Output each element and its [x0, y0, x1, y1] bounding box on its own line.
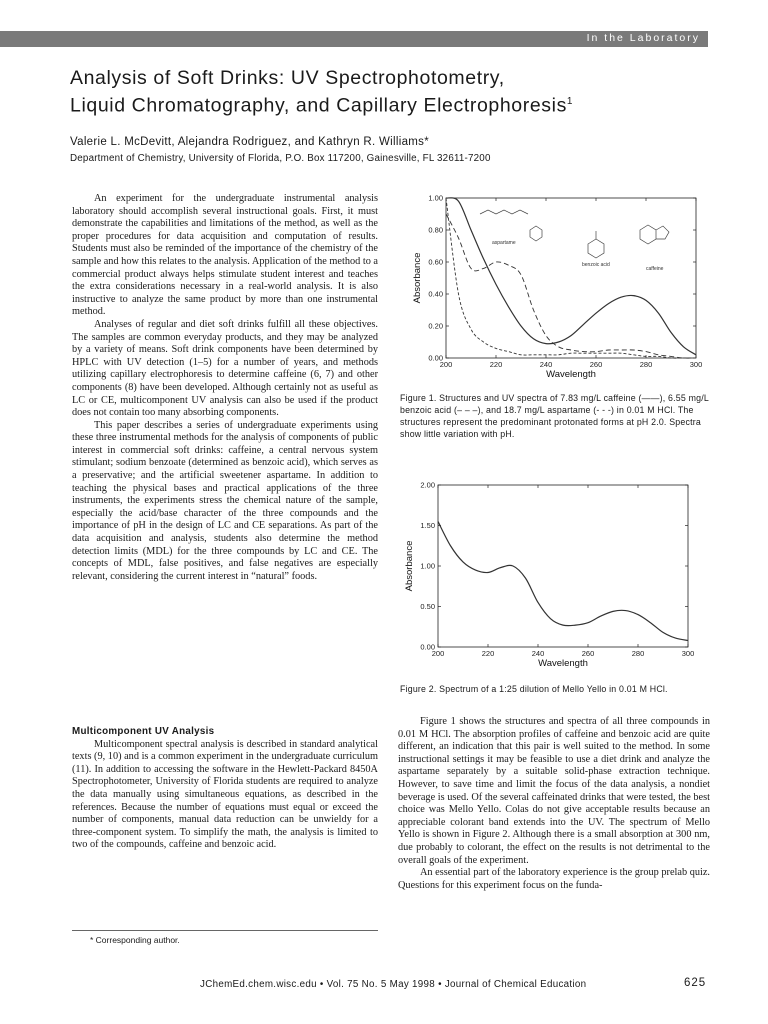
paragraph-intro: An experiment for the undergraduate instrumental analysis laboratory should accomplish several instructional goals. First, it must demonstrate the capabilities and limitations of the method, as well as the proper procedures for data acquisition and computation of results. Students must also be reminded of the importance of the chemistry of the sample and how this relates to the analysis. Application of the method to a commercial product always helps stimulate student interest and teaches the extra considerations necessary in a real-world analysis. It is also instructive to analyze the same product by more than one instrumental method. — [72, 193, 378, 318]
paragraph-multicomponent: Multicomponent spectral analysis is described in standard analytical texts (9, 10) and is a common experiment in the undergraduate curriculum (11). In addition to accessing the software in the Hewlett-Packard 8450A Spectrophotometer, University of Florida students are required to analyze the data manually using simultaneous equations, as described in the references. Because the number of equations must equal or exceed the number of components, manual data reduction can be unwieldy for a three-component system. To simplify the math, the analysis is limited to two of the compounds, caffeine and benzoic acid. — [72, 738, 378, 851]
y-tick-label: 0.40 — [428, 289, 443, 299]
left-column-top — [72, 193, 378, 583]
footnote: * Corresponding author. — [90, 935, 180, 945]
y-tick-label: 0.00 — [428, 353, 443, 363]
x-tick-label: 220 — [489, 360, 503, 369]
structure-label-caffeine: caffeine — [646, 266, 664, 272]
aspartame-ring-sketch — [530, 226, 542, 241]
paragraph-figure1-discussion: Figure 1 shows the structures and spectra of all three compounds in 0.01 M HCl. The absorption profiles of caffeine and benzoic acid are quite different, an indication that this pair is well suited to the method. In some instructional settings it may be feasible to use a diet drink and analyze the aspartame separately by a suitable solid-phase extraction technique. However, to save time and limit the focus of the data analysis, a nondiet beverage is used. Of the several caffeinated drinks that were tested, the best choice was Mello Yello. Colas do not give acceptable results because an appreciable colorant band extends into the UV. The spectrum of Mello Yello is shown in Figure 2. Although there is a small absorption at 300 nm, due probably to colorant, the effect on the results is not detrimental to the overall goals of the experiment. — [398, 716, 710, 866]
caffeine-ring-sketch — [640, 225, 669, 244]
x-tick-label: 300 — [689, 360, 703, 369]
series-line-aspartame — [446, 198, 696, 358]
section-header-bar — [0, 31, 708, 47]
paragraph-prelab: An essential part of the laboratory experience is the group prelab quiz. Questions for this experiment focus on the funda- — [398, 867, 710, 891]
journal-footer: JChemEd.chem.wisc.edu • Vol. 75 No. 5 May 1998 • Journal of Chemical Education — [200, 979, 587, 990]
series-line-benzoic-acid — [446, 214, 696, 358]
page-number: 625 — [684, 977, 707, 989]
benzoic-ring-sketch — [588, 239, 604, 258]
section-heading: Multicomponent UV Analysis — [72, 726, 215, 737]
affiliation: Department of Chemistry, University of Florida, P.O. Box 117200, Gainesville, FL 32611-7200 — [70, 153, 491, 164]
figure-1-caption: Figure 1. Structures and UV spectra of 7.83 mg/L caffeine (——), 6.55 mg/L benzoic acid (– – –), and 18.7 mg/L aspartame (- - -) in 0.01 M HCl. The structures represent the predominant protonated forms at pH 2.0. Spectra show little variation with pH. — [400, 393, 709, 439]
y-axis-label: Absorbance — [404, 540, 415, 592]
paragraph-scope: This paper describes a series of undergraduate experiments using these three instrumental methods for the analysis of components of public interest in commercial soft drinks: caffeine, a central nervous system stimulant; sodium benzoate (determined as benzoic acid), which serves as a preservative; and the artificial sweetener aspartame. In addition to teaching the physical bases and practical applications of the three instruments, the experiments stress the chemical nature of the sample, especially the acid/base character of the three compounds and the importance of pH in the design of LC and CE separations. As part of the data acquisition and analysis, students also determine the method detection limits (MDL) for the three compounds by LC and CE. The concepts of MDL, false positives, and false negatives are especially relevant, considering the current interest in “natural” foods. — [72, 419, 378, 582]
x-tick-label: 280 — [639, 360, 653, 369]
y-tick-label: 1.50 — [420, 521, 435, 530]
x-tick-label: 260 — [589, 360, 603, 369]
right-column-text — [398, 716, 710, 892]
x-tick-label: 280 — [631, 649, 645, 658]
series-line-mello-yello-1-25 — [438, 521, 688, 640]
x-axis-label: Wavelength — [546, 369, 596, 380]
left-column-section — [72, 726, 378, 852]
figure-1-chart — [400, 192, 710, 388]
title-line-2: Liquid Chromatography, and Capillary Electrophoresis — [70, 94, 567, 117]
x-tick-label: 200 — [431, 649, 445, 658]
y-tick-label: 0.20 — [428, 321, 443, 331]
x-tick-label: 240 — [531, 649, 545, 658]
x-tick-label: 240 — [539, 360, 553, 369]
structure-label-benzoic-acid: benzoic acid — [582, 262, 610, 268]
y-tick-label: 2.00 — [420, 480, 435, 490]
x-axis-label: Wavelength — [538, 658, 588, 669]
y-tick-label: 0.00 — [420, 642, 435, 652]
y-tick-label: 1.00 — [428, 193, 443, 203]
y-tick-label: 0.60 — [428, 257, 443, 267]
author-list: Valerie L. McDevitt, Alejandra Rodriguez, and Kathryn R. Williams* — [70, 136, 429, 148]
structure-label-aspartame: aspartame — [492, 240, 516, 246]
x-tick-label: 260 — [581, 649, 595, 658]
figure-2-chart — [400, 478, 710, 678]
footnote-divider — [72, 930, 378, 931]
x-tick-label: 200 — [439, 360, 453, 369]
chemical-structures — [480, 210, 669, 258]
plot-frame — [446, 198, 696, 358]
article-title — [70, 66, 710, 118]
title-line-1: Analysis of Soft Drinks: UV Spectrophotometry, — [70, 67, 505, 89]
x-tick-label: 220 — [481, 649, 495, 658]
section-label: In the Laboratory — [586, 32, 700, 44]
y-axis-label: Absorbance — [412, 252, 423, 304]
aspartame-structure-sketch — [480, 210, 528, 214]
title-footnote-marker: 1 — [566, 96, 574, 107]
paragraph-objectives: Analyses of regular and diet soft drinks fulfill all these objectives. The samples are common everyday products, and they may be analyzed by a variety of means. Soft drink components have been determined by HPLC with UV detection (1–5) for a number of years, and methods utilizing capillary electrophoresis to determine caffeine (6, 7) and other components (8) have been developed. Although certainly not as useful as LC or CE, multicomponent UV analysis can also be used if the product does not contain too many absorbing components. — [72, 318, 378, 419]
y-tick-label: 1.00 — [420, 561, 435, 571]
x-tick-label: 300 — [681, 649, 695, 658]
y-tick-label: 0.80 — [428, 225, 443, 235]
series-line-caffeine — [446, 198, 696, 355]
y-tick-label: 0.50 — [420, 602, 435, 611]
figure-2-caption: Figure 2. Spectrum of a 1:25 dilution of Mello Yello in 0.01 M HCl. — [400, 684, 668, 694]
